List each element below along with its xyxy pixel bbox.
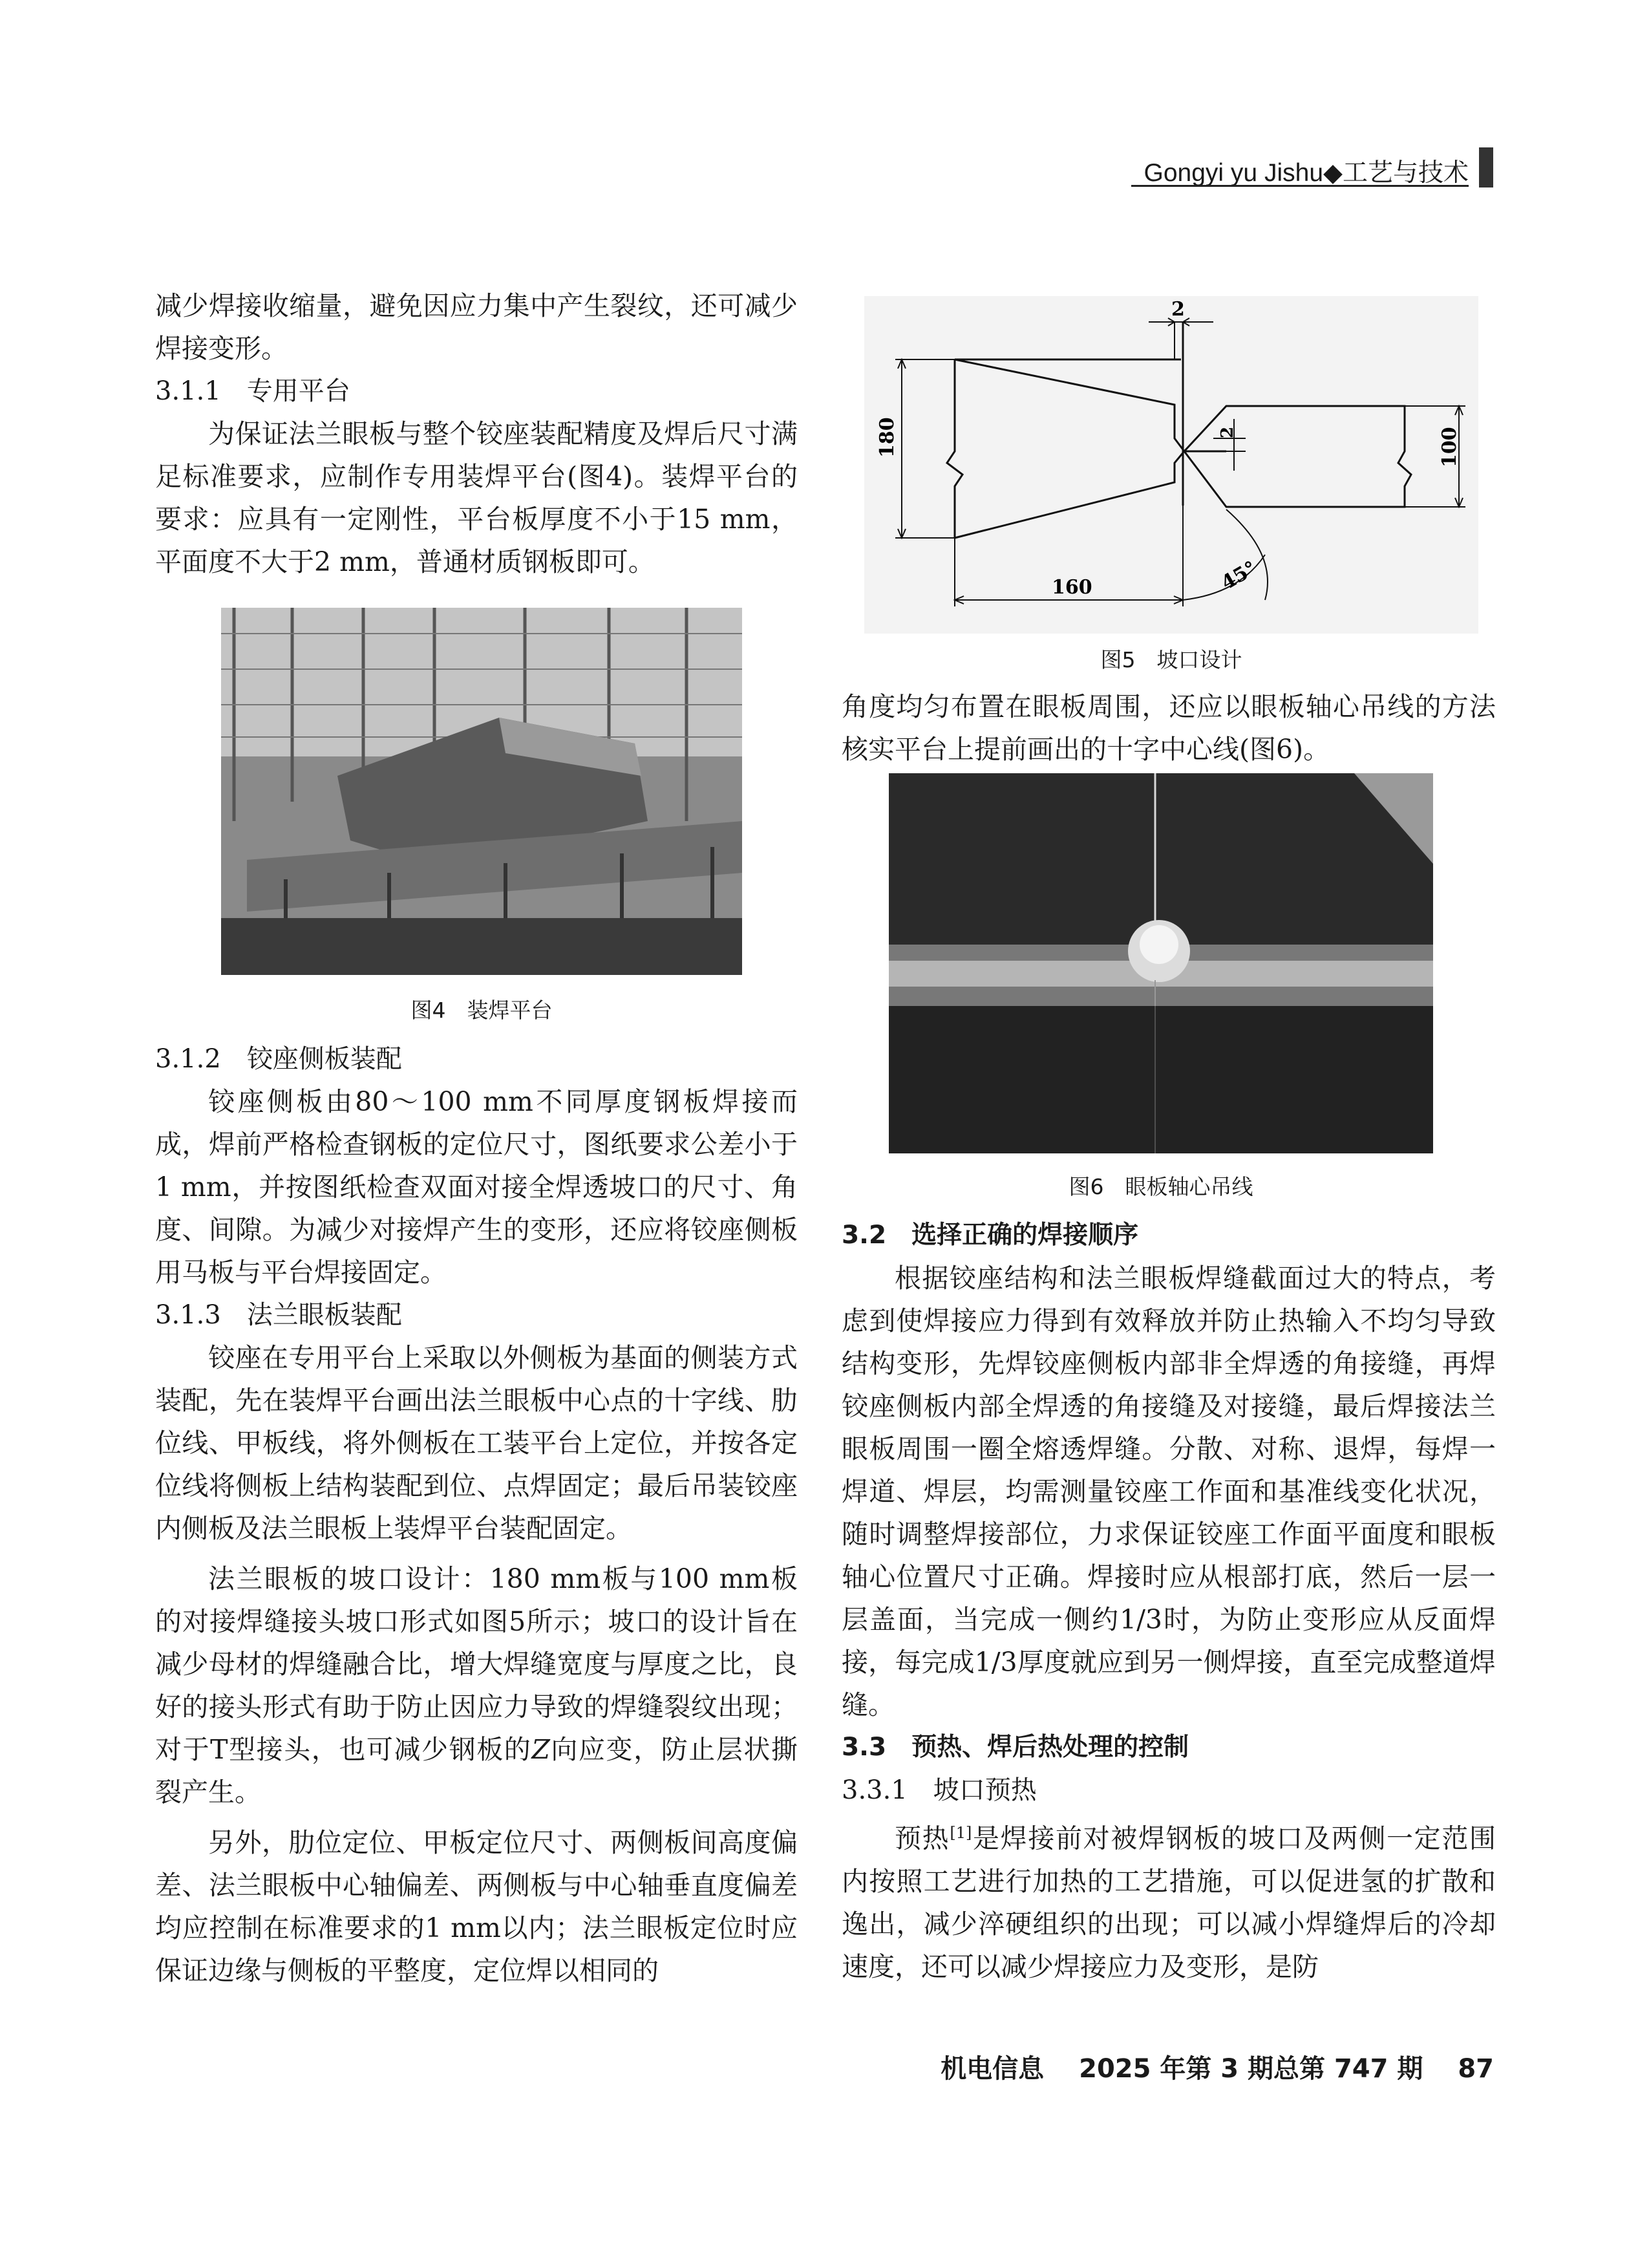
paragraph-side-plate: 铰座侧板由80～100 mm不同厚度钢板焊接而成，焊前严格检查钢板的定位尺寸，图纸要求公差小于1 mm，并按图纸检查双面对接全焊透坡口的尺寸、角度、间隙。为减少对接焊产生的变形，还应将铰座侧板用马板与平台焊接固定。 (155, 1086, 798, 1288)
figure-5-caption: 图5 坡口设计 (1100, 647, 1242, 672)
figure-5-diagram (864, 296, 1478, 634)
figure-4-photo (221, 608, 742, 975)
dim-gap: 2 (1171, 298, 1185, 321)
running-header (1131, 147, 1493, 193)
paragraph-carryover: 减少焊接收缩量，避免因应力集中产生裂纹，还可减少焊接变形。 (155, 290, 798, 364)
paragraph-angle-layout: 角度均匀布置在眼板周围，还应以眼板轴心吊线的方法核实平台上提前画出的十字中心线(图6)。 (842, 691, 1496, 765)
subsection-3-1-3: 3.1.3 法兰眼板装配 (155, 1300, 402, 1330)
paragraph-groove-design (155, 1557, 798, 1813)
dim-left-thickness: 180 (876, 417, 899, 458)
section-3-2-heading: 3.2 选择正确的焊接顺序 (842, 1221, 1139, 1250)
groove-text-a: 法兰眼板的坡口设计：180 mm板与100 mm板的对接焊缝接头坡口形式如图5所示；坡口的设计旨在减少母材的焊缝融合比，增大焊缝宽度与厚度之比，良好的接头形式有助于防止因应力导致的焊缝裂纹出现；对于T型接头，也可减少钢板的 (155, 1563, 798, 1765)
header-rule (1131, 185, 1469, 187)
section-3-3-heading: 3.3 预热、焊后热处理的控制 (842, 1733, 1189, 1762)
figure-6-caption: 图6 眼板轴心吊线 (1069, 1174, 1253, 1199)
paragraph-flange-assembly: 铰座在专用平台上采取以外侧板为基面的侧装方式装配，先在装焊平台画出法兰眼板中心点的十字线、肋位线、甲板线，将外侧板在工装平台上定位，并按各定位线将侧板上结构装配到位、点焊固定；最后吊装铰座内侧板及法兰眼板上装焊平台装配固定。 (155, 1342, 798, 1544)
header-text: Gongyi yu Jishu◆工艺与技术 (1144, 159, 1469, 187)
subsection-3-1-1: 3.1.1 专用平台 (155, 376, 350, 406)
axis-plumb-line-photo (889, 773, 1433, 1153)
left-column (155, 284, 798, 583)
reference-1: [1] (950, 1824, 972, 1842)
dim-length: 160 (1052, 576, 1092, 599)
subsection-3-3-1: 3.3.1 坡口预热 (842, 1775, 1037, 1805)
left-column-lower (155, 1038, 798, 1992)
dim-root: 2 (1218, 426, 1237, 438)
dim-angle: 45° (1217, 557, 1261, 595)
paragraph-platform: 为保证法兰眼板与整个铰座装配精度及焊后尺寸满足标准要求，应制作专用装焊平台(图4)。装焊平台的要求：应具有一定刚性，平台板厚度不小于15 mm，平面度不大于2 mm，普通材质钢板即可。 (155, 418, 798, 577)
figure-4-caption: 图4 装焊平台 (410, 998, 553, 1023)
subsection-3-1-2: 3.1.2 铰座侧板装配 (155, 1044, 402, 1074)
groove-text-b: 向应变，防止层状撕裂产生。 (155, 1734, 798, 1808)
right-column-lower (842, 1214, 1496, 1988)
paragraph-welding-sequence: 根据铰座结构和法兰眼板焊缝截面过大的特点，考虑到使焊接应力得到有效释放并防止热输入不均匀导致结构变形，先焊铰座侧板内部非全焊透的角接缝，再焊铰座侧板内部全焊透的角接缝及对接缝，最后焊接法兰眼板周围一圈全熔透焊缝。分散、对称、退焊，每焊一焊道、焊层，均需测量铰座工作面和基准线变化状况，随时调整焊接部位，力求保证铰座工作面平面度和眼板轴心位置尺寸正确。焊接时应从根部打底，然后一层一层盖面，当完成一侧约1/3时，为防止变形应从反面焊接，每完成1/3厚度就应到另一侧焊接，直至完成整道焊缝。 (842, 1263, 1496, 1720)
dim-right-thickness: 100 (1438, 427, 1461, 467)
paragraph-tolerances: 另外，肋位定位、甲板定位尺寸、两侧板间高度偏差、法兰眼板中心轴偏差、两侧板与中心轴垂直度偏差均应控制在标准要求的1 mm以内；法兰眼板定位时应保证边缘与侧板的平整度，定位焊以相同的 (155, 1827, 798, 1986)
paragraph-preheat (842, 1812, 1496, 1988)
header-bar (1479, 147, 1493, 187)
right-column-upper (842, 685, 1496, 771)
preheat-text-a: 预热 (895, 1823, 950, 1854)
figure-6-photo (889, 773, 1433, 1153)
welding-platform-photo (221, 608, 742, 975)
preheat-text-b: 是焊接前对被焊钢板的坡口及两侧一定范围内按照工艺进行加热的工艺措施，可以促进氢的扩散和逸出，减少淬硬组织的出现；可以减小焊缝焊后的冷却速度，还可以减少焊接应力及变形，是防 (842, 1823, 1496, 1982)
page-footer: 机电信息 2025 年第 3 期总第 747 期 87 (941, 2054, 1494, 2084)
z-direction-italic: Z (531, 1734, 550, 1765)
